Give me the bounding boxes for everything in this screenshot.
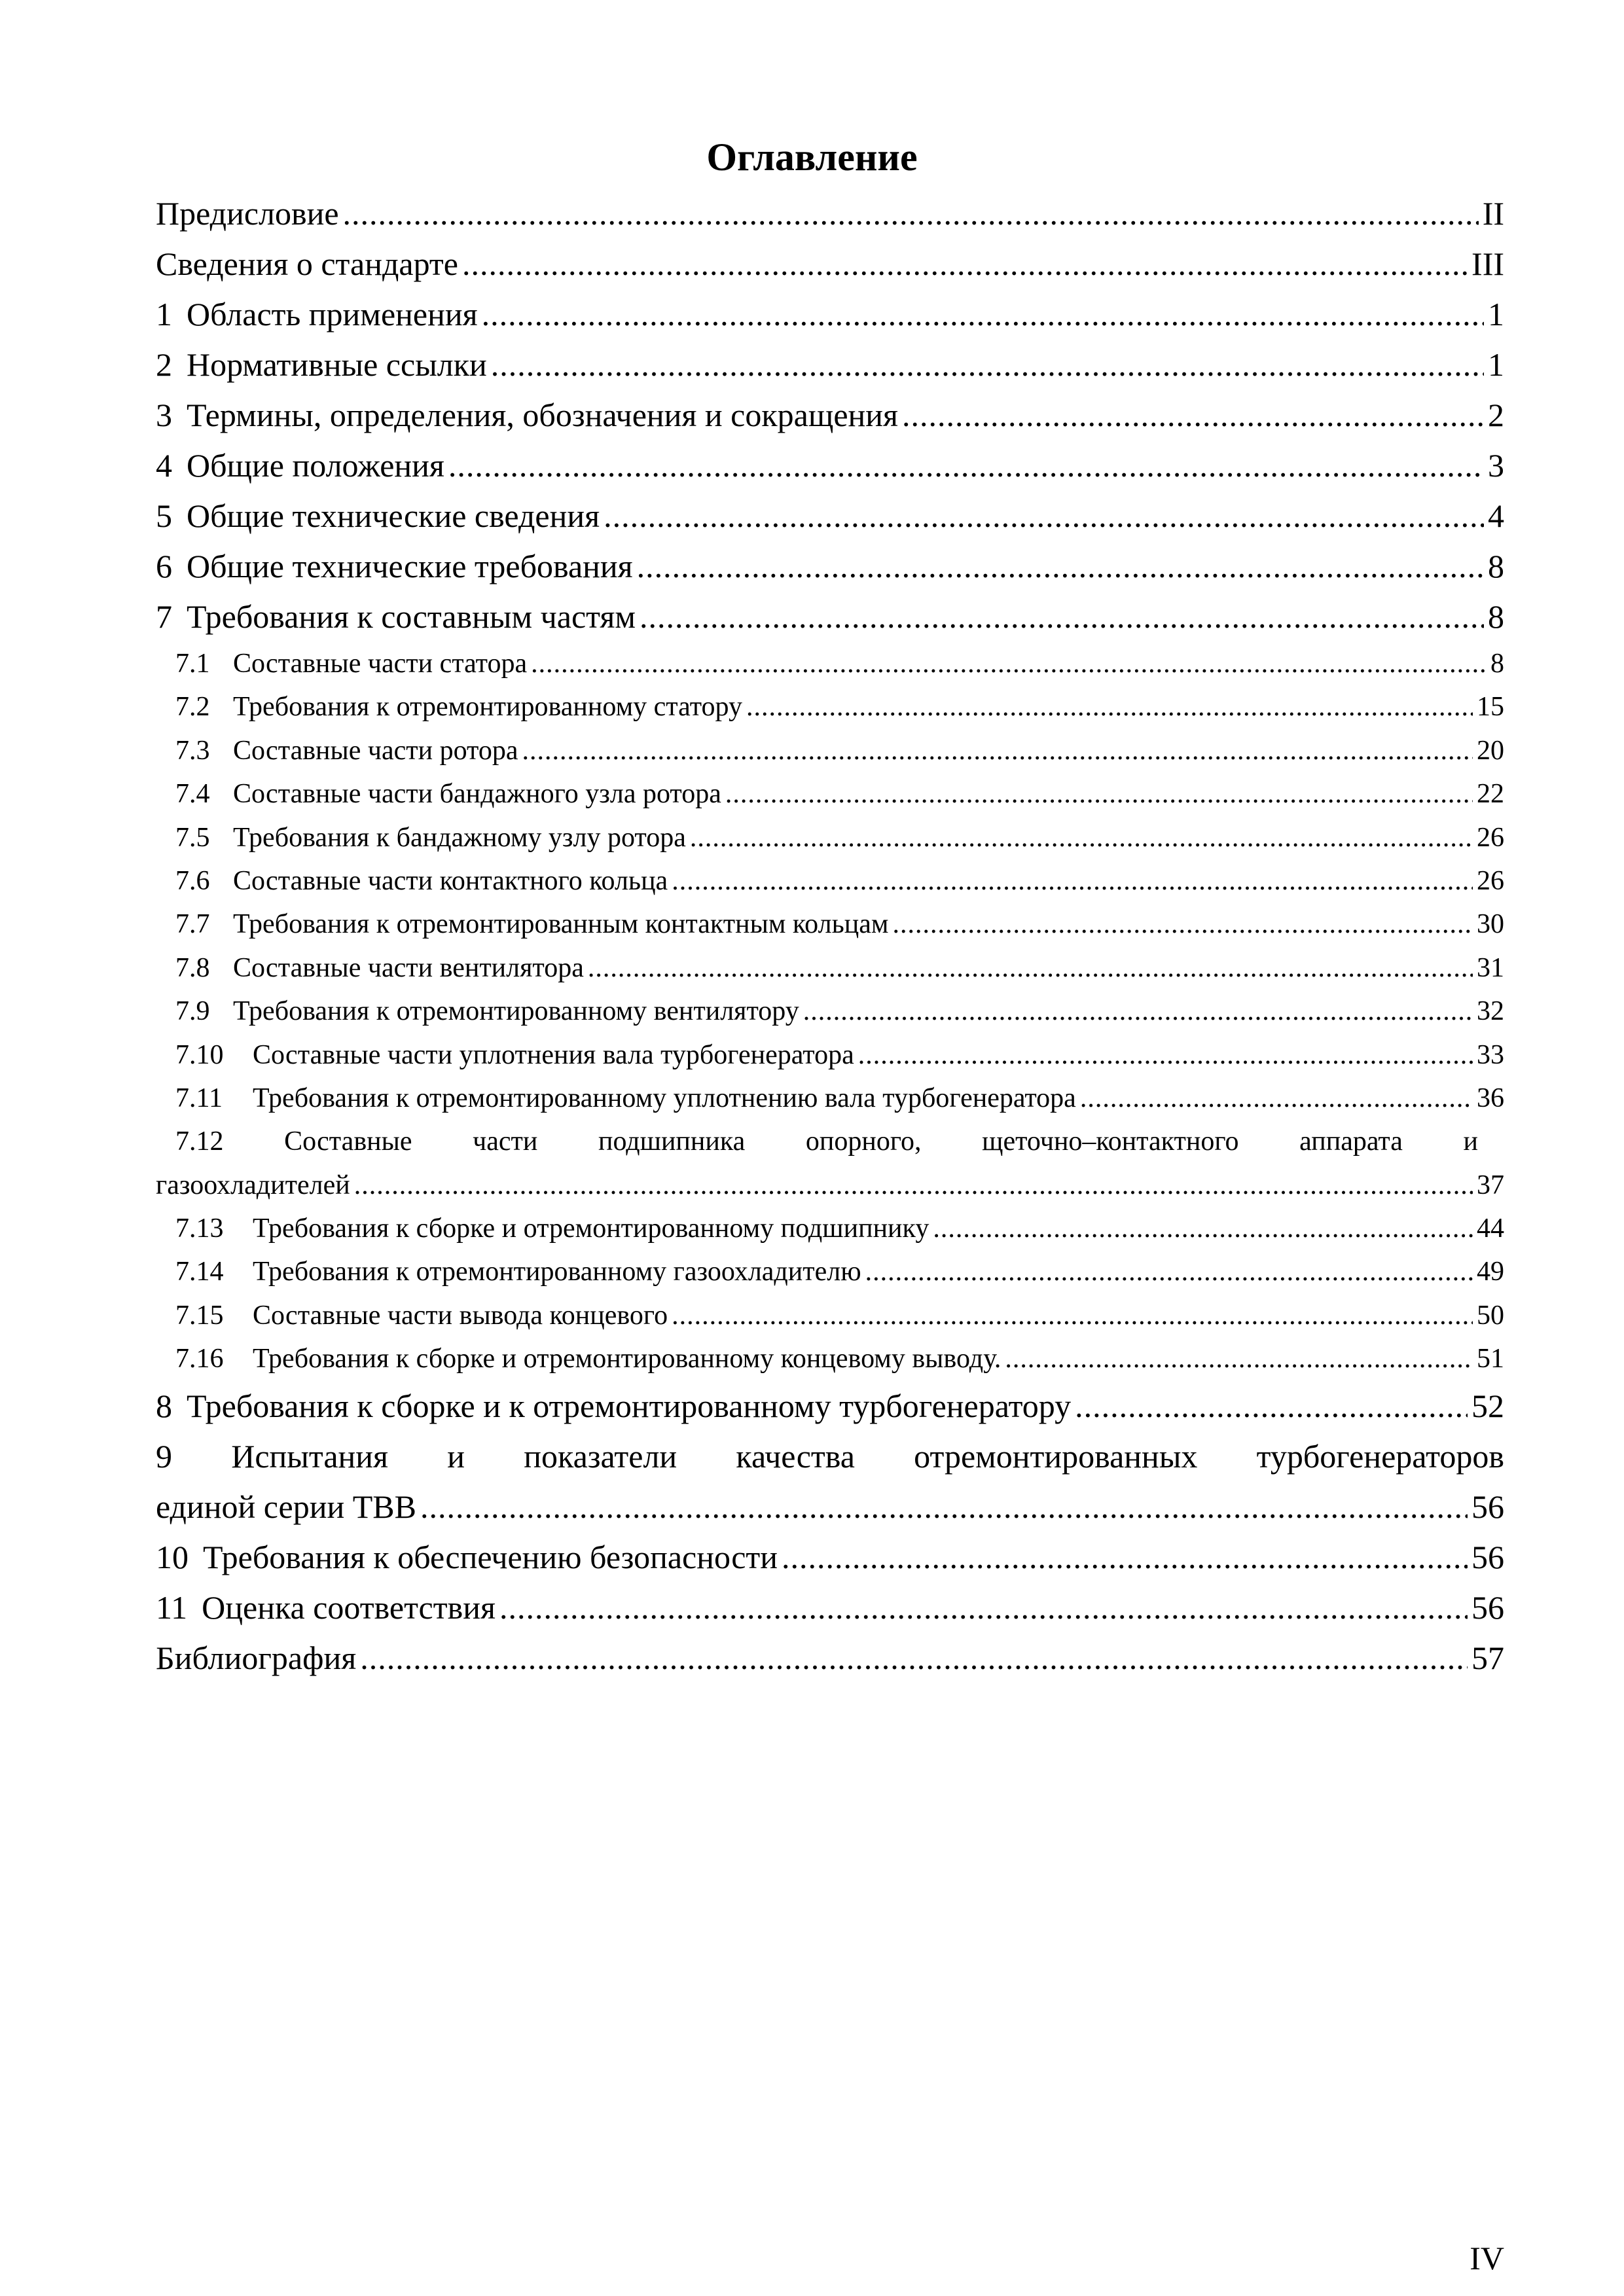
toc-leader-dots: [892, 903, 1473, 946]
toc-entry-text: Составные части уплотнения вала турбогенератора: [253, 1039, 854, 1070]
toc-entry-2[interactable]: [156, 340, 1504, 390]
toc-subentry-7-9[interactable]: [156, 990, 1504, 1033]
toc-entry-number: 7.13: [175, 1213, 224, 1244]
toc-leader-dots: [640, 592, 1484, 642]
toc-entry-number: 7.8: [175, 952, 210, 983]
toc-page-number: 4: [1488, 497, 1504, 534]
toc-page-number: 49: [1477, 1257, 1504, 1287]
toc-entry-text: Требования к сборке и отремонтированному концевому выводу.: [253, 1344, 1001, 1374]
toc-subentry-7-8[interactable]: [156, 946, 1504, 990]
toc-entry-number: 2: [156, 346, 172, 383]
toc-subentry-7-2[interactable]: [156, 685, 1504, 728]
toc-entry-5[interactable]: [156, 491, 1504, 541]
toc-entry-number: 1: [156, 296, 172, 332]
toc-entry-text: Составные части статора: [233, 649, 528, 679]
toc-leader-dots: [690, 816, 1473, 859]
toc-page-number: 1: [1488, 346, 1504, 383]
toc-word: подшипника: [598, 1126, 746, 1157]
toc-page-number: 30: [1477, 909, 1504, 940]
toc-word: Испытания: [231, 1437, 389, 1475]
toc-page-number: 32: [1477, 996, 1504, 1027]
toc-entry-text: Требования к отремонтированному уплотнению вала турбогенератора: [253, 1083, 1076, 1113]
toc-subentry-7-5[interactable]: [156, 816, 1504, 859]
toc-entry-text: Общие технические требования: [187, 548, 633, 584]
page-number-footer: IV: [1470, 2240, 1504, 2276]
table-of-contents: [156, 188, 1504, 1683]
toc-page-number: 26: [1477, 865, 1504, 896]
toc-entry-4[interactable]: [156, 440, 1504, 491]
toc-leader-dots: [672, 859, 1473, 903]
toc-subentry-7-16[interactable]: [156, 1337, 1504, 1380]
toc-word: и: [1463, 1126, 1478, 1157]
toc-entry-number: 7.9: [175, 996, 210, 1027]
toc-subentry-7-6[interactable]: [156, 859, 1504, 903]
toc-entry-11[interactable]: [156, 1583, 1504, 1633]
toc-page-number: III: [1471, 245, 1504, 282]
toc-word: опорного,: [805, 1126, 922, 1157]
toc-leader-dots: [725, 772, 1473, 816]
toc-leader-dots: [420, 1482, 1468, 1532]
toc-entry-number: 5: [156, 497, 172, 534]
toc-entry-number: 7.5: [175, 822, 210, 853]
toc-word: качества: [736, 1437, 855, 1475]
toc-entry-text: Требования к бандажному узлу ротора: [233, 822, 686, 853]
toc-entry-1[interactable]: [156, 289, 1504, 340]
toc-page-number: 56: [1471, 1538, 1504, 1575]
toc-word: части: [473, 1126, 538, 1157]
toc-leader-dots: [462, 239, 1468, 289]
toc-entry-8[interactable]: [156, 1381, 1504, 1431]
toc-title: Оглавление: [706, 135, 918, 179]
toc-entry-6[interactable]: [156, 541, 1504, 592]
toc-subentry-7-7[interactable]: [156, 903, 1504, 946]
toc-entry-text: Требования к сборке и к отремонтированному турбогенератору: [187, 1387, 1072, 1424]
toc-leader-dots: [354, 1164, 1473, 1207]
toc-word: показатели: [524, 1437, 677, 1475]
toc-entry-text: Составные части вентилятора: [233, 952, 584, 983]
toc-leader-dots: [803, 990, 1473, 1033]
toc-page-number: 50: [1477, 1300, 1504, 1331]
toc-page-number: 8: [1488, 548, 1504, 584]
toc-word: Составные: [284, 1126, 412, 1157]
toc-page-number: 15: [1477, 692, 1504, 723]
toc-page-number: 3: [1488, 447, 1504, 484]
toc-entry-number: 7.11: [175, 1083, 223, 1113]
toc-entry-10[interactable]: [156, 1532, 1504, 1583]
toc-page-number: 44: [1477, 1213, 1504, 1244]
toc-entry-9-line1[interactable]: [156, 1431, 1504, 1482]
toc-entry-3[interactable]: [156, 390, 1504, 440]
toc-entry-standard-info[interactable]: [156, 239, 1504, 289]
toc-entry-number: 7.2: [175, 692, 210, 723]
toc-page-number: II: [1482, 195, 1504, 232]
toc-subentry-7-10[interactable]: [156, 1033, 1504, 1077]
toc-entry-text: Требования к составным частям: [187, 598, 636, 635]
toc-leader-dots: [491, 340, 1484, 390]
toc-subentry-7-12-line1[interactable]: [156, 1120, 1504, 1163]
toc-justified-line: [175, 1120, 1504, 1163]
toc-entry-text: Библиография: [156, 1639, 357, 1676]
toc-page-number: 33: [1477, 1039, 1504, 1070]
toc-subentry-7-15[interactable]: [156, 1294, 1504, 1337]
toc-entry-number: 7.14: [175, 1257, 224, 1287]
toc-subentry-7-3[interactable]: [156, 729, 1504, 772]
toc-leader-dots: [448, 440, 1484, 491]
toc-entry-text: Требования к отремонтированному вентилятору: [233, 996, 799, 1027]
toc-entry-number: 7.3: [175, 735, 210, 766]
toc-leader-dots: [1005, 1337, 1473, 1380]
toc-leader-dots: [531, 642, 1487, 685]
toc-page-number: 52: [1471, 1387, 1504, 1424]
toc-leader-dots: [865, 1250, 1473, 1293]
toc-entry-number: 3: [156, 397, 172, 433]
toc-leader-dots: [902, 390, 1484, 440]
toc-entry-number: 7.10: [175, 1039, 224, 1070]
toc-subentry-7-14[interactable]: [156, 1250, 1504, 1293]
toc-entry-text: Общие технические сведения: [187, 497, 600, 534]
toc-page-number: 1: [1488, 296, 1504, 332]
toc-leader-dots: [588, 946, 1473, 990]
toc-entry-text: Составные части контактного кольца: [233, 865, 668, 896]
toc-word: турбогенераторов: [1256, 1437, 1504, 1475]
toc-page-number: 8: [1490, 649, 1504, 679]
toc-page-number: 26: [1477, 822, 1504, 853]
toc-entry-number: 6: [156, 548, 172, 584]
toc-subentry-7-11[interactable]: [156, 1077, 1504, 1120]
toc-entry-number: 9: [156, 1437, 172, 1475]
toc-entry-number: 7.7: [175, 909, 210, 940]
toc-leader-dots: [746, 685, 1473, 728]
toc-entry-number: 7.15: [175, 1300, 224, 1331]
toc-subentry-7-4[interactable]: [156, 772, 1504, 816]
toc-leader-dots: [782, 1532, 1468, 1583]
toc-subentry-7-13[interactable]: [156, 1207, 1504, 1250]
toc-page-number: 2: [1488, 397, 1504, 433]
toc-entry-number: 4: [156, 447, 172, 484]
toc-entry-text: Требования к отремонтированным контактным кольцам: [233, 909, 889, 940]
toc-entry-text: газоохладителей: [156, 1170, 350, 1200]
toc-entry-number: 11: [156, 1588, 188, 1626]
toc-entry-text: Составные части ротора: [233, 735, 518, 766]
toc-entry-text: Требования к отремонтированному газоохладителю: [253, 1257, 861, 1287]
toc-entry-bibliography[interactable]: [156, 1633, 1504, 1683]
toc-entry-text: Составные части вывода концевого: [253, 1300, 668, 1331]
toc-leader-dots: [1080, 1077, 1473, 1120]
toc-entry-text: единой серии ТВВ: [156, 1488, 416, 1525]
toc-page-number: 20: [1477, 735, 1504, 766]
toc-entry-number: 10: [156, 1538, 189, 1575]
toc-entry-number: 7: [156, 598, 172, 635]
toc-entry-text: Предисловие: [156, 195, 339, 232]
toc-leader-dots: [499, 1583, 1468, 1633]
toc-page-number: 37: [1477, 1170, 1504, 1200]
toc-word: аппарата: [1299, 1126, 1403, 1157]
toc-subentry-7-1[interactable]: [156, 642, 1504, 685]
toc-entry-text: Общие положения: [187, 447, 444, 484]
toc-entry-text: Оценка соответствия: [202, 1588, 496, 1626]
toc-entry-number: 7.4: [175, 779, 210, 810]
toc-page-number: 56: [1471, 1488, 1504, 1525]
toc-entry-text: Требования к обеспечению безопасности: [203, 1538, 778, 1575]
toc-leader-dots: [933, 1207, 1473, 1250]
toc-word: и: [447, 1437, 465, 1475]
toc-entry-9-line2[interactable]: [156, 1482, 1504, 1532]
toc-entry-number: 7.6: [175, 865, 210, 896]
toc-word: щеточно–контактного: [982, 1126, 1239, 1157]
toc-page-number: 56: [1471, 1588, 1504, 1626]
toc-leader-dots: [1075, 1381, 1468, 1431]
toc-entry-number: 7.16: [175, 1344, 224, 1374]
toc-leader-dots: [858, 1033, 1473, 1077]
toc-entry-number: 7.1: [175, 649, 210, 679]
toc-leader-dots: [343, 188, 1479, 239]
toc-leader-dots: [522, 729, 1473, 772]
toc-entry-text: Составные части бандажного узла ротора: [233, 779, 721, 810]
toc-word: отремонтированных: [914, 1437, 1198, 1475]
toc-entry-7[interactable]: [156, 592, 1504, 642]
toc-entry-preface[interactable]: [156, 188, 1504, 239]
toc-leader-dots: [637, 541, 1484, 592]
toc-leader-dots: [482, 289, 1484, 340]
toc-entry-text: Требования к сборке и отремонтированному подшипнику: [253, 1213, 929, 1244]
toc-entry-text: Нормативные ссылки: [187, 346, 487, 383]
toc-leader-dots: [604, 491, 1484, 541]
toc-page-number: 22: [1477, 779, 1504, 810]
toc-page-number: 51: [1477, 1344, 1504, 1374]
toc-entry-text: Область применения: [187, 296, 478, 332]
toc-page-number: 31: [1477, 952, 1504, 983]
toc-leader-dots: [360, 1633, 1468, 1683]
toc-page-number: 8: [1488, 598, 1504, 635]
toc-entry-text: Термины, определения, обозначения и сокращения: [187, 397, 899, 433]
toc-entry-text: Сведения о стандарте: [156, 245, 458, 282]
toc-page-number: 36: [1477, 1083, 1504, 1113]
toc-justified-line: [156, 1431, 1504, 1482]
toc-entry-number: 8: [156, 1387, 172, 1424]
toc-entry-number: 7.12: [175, 1126, 224, 1157]
toc-leader-dots: [672, 1294, 1473, 1337]
toc-entry-text: Требования к отремонтированному статору: [233, 692, 742, 723]
toc-page-number: 57: [1471, 1639, 1504, 1676]
toc-subentry-7-12-line2[interactable]: [156, 1164, 1504, 1207]
